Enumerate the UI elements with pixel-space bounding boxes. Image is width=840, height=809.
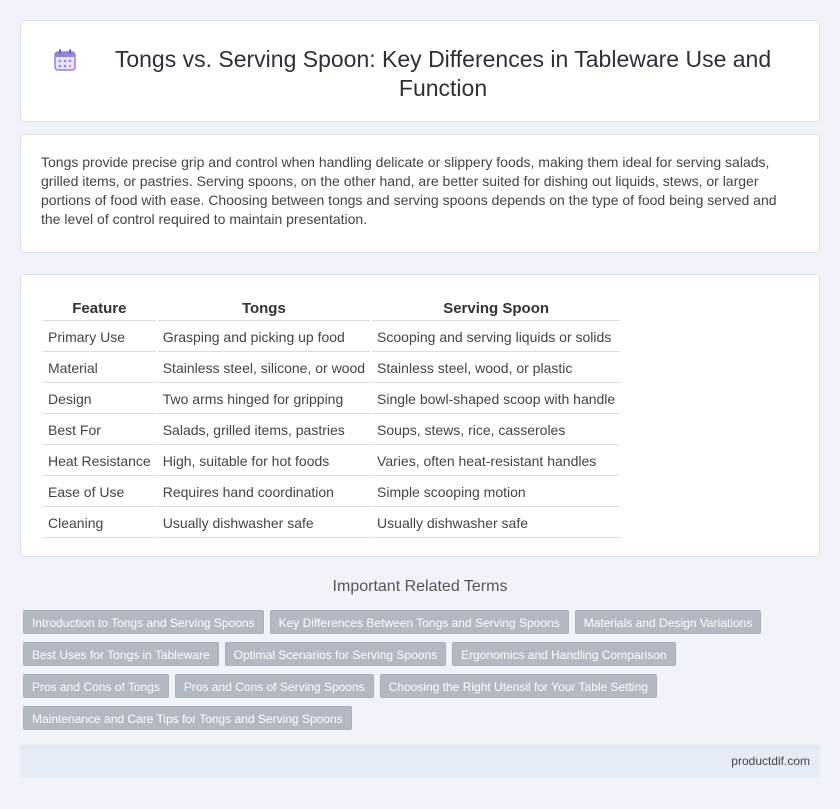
comparison-table — [41, 295, 622, 540]
related-term-tag[interactable]: Pros and Cons of Serving Spoons — [175, 674, 374, 698]
footer-site-link[interactable]: productdif.com — [731, 754, 810, 768]
table-row — [43, 447, 620, 476]
table-cell: Best For — [43, 416, 156, 445]
table-cell: Material — [43, 354, 156, 383]
table-cell: Soups, stews, rice, casseroles — [372, 416, 620, 445]
table-cell: Two arms hinged for gripping — [158, 385, 370, 414]
title-card — [20, 20, 820, 122]
related-term-tag[interactable]: Introduction to Tongs and Serving Spoons — [23, 610, 264, 634]
table-cell: Stainless steel, wood, or plastic — [372, 354, 620, 383]
footer — [20, 745, 820, 778]
related-terms-heading: Important Related Terms — [332, 578, 508, 595]
related-terms-tags — [23, 610, 823, 738]
table-cell: Ease of Use — [43, 478, 156, 507]
header-serving-spoon: Serving Spoon — [372, 297, 620, 321]
table-cell: Grasping and picking up food — [158, 323, 370, 352]
related-term-tag[interactable]: Choosing the Right Utensil for Your Table Setting — [380, 674, 657, 698]
related-term-tag[interactable]: Key Differences Between Tongs and Serving Spoons — [270, 610, 569, 634]
calendar-icon — [52, 47, 78, 73]
table-cell: Design — [43, 385, 156, 414]
table-row — [43, 323, 620, 352]
table-cell: Varies, often heat-resistant handles — [372, 447, 620, 476]
table-row — [43, 509, 620, 538]
table-cell: Primary Use — [43, 323, 156, 352]
table-cell: Simple scooping motion — [372, 478, 620, 507]
table-row — [43, 416, 620, 445]
table-cell: Usually dishwasher safe — [372, 509, 620, 538]
table-header-row — [43, 297, 620, 321]
table-cell: High, suitable for hot foods — [158, 447, 370, 476]
header-feature: Feature — [43, 297, 156, 321]
related-term-tag[interactable]: Maintenance and Care Tips for Tongs and Serving Spoons — [23, 706, 352, 730]
table-cell: Stainless steel, silicone, or wood — [158, 354, 370, 383]
table-cell: Requires hand coordination — [158, 478, 370, 507]
intro-paragraph: Tongs provide precise grip and control when handling delicate or slippery foods, making them ideal for serving salads, grilled items, or pastries. Serving spoons, on the other hand, are better suited for dishing out liquids, stews, or larger portions of food with ease. Choosing between tongs and serving spoons depends on the type of food being served and the level of control required to maintain presentation. — [41, 154, 777, 227]
table-row — [43, 385, 620, 414]
related-term-tag[interactable]: Optimal Scenarios for Serving Spoons — [225, 642, 446, 666]
related-term-tag[interactable]: Pros and Cons of Tongs — [23, 674, 169, 698]
table-cell: Single bowl-shaped scoop with handle — [372, 385, 620, 414]
table-cell: Cleaning — [43, 509, 156, 538]
table-cell: Salads, grilled items, pastries — [158, 416, 370, 445]
page-title: Tongs vs. Serving Spoon: Key Differences in Tableware Use and Function — [114, 46, 772, 101]
related-term-tag[interactable]: Best Uses for Tongs in Tableware — [23, 642, 219, 666]
header-tongs: Tongs — [158, 297, 370, 321]
table-row — [43, 478, 620, 507]
table-cell: Heat Resistance — [43, 447, 156, 476]
related-term-tag[interactable]: Materials and Design Variations — [575, 610, 762, 634]
title-wrap — [21, 21, 819, 103]
related-term-tag[interactable]: Ergonomics and Handling Comparison — [452, 642, 675, 666]
table-cell: Usually dishwasher safe — [158, 509, 370, 538]
comparison-table-card — [20, 274, 820, 557]
table-row — [43, 354, 620, 383]
table-cell: Scooping and serving liquids or solids — [372, 323, 620, 352]
intro-card — [20, 134, 820, 253]
